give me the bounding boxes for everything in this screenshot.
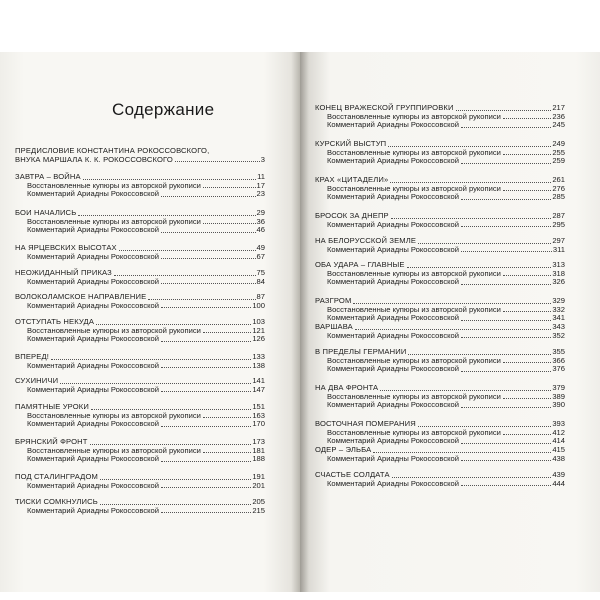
toc-entry-title: Комментарий Ариадны Рокоссовской [27, 505, 159, 515]
toc-entry [15, 293, 265, 310]
toc-entry-title: СЧАСТЬЕ СОЛДАТА [315, 470, 390, 479]
toc-entry-title: Комментарий Ариадны Рокоссовской [27, 384, 159, 394]
toc-entry [315, 212, 565, 229]
dot-leader [503, 275, 551, 276]
toc-page-number: 295 [552, 219, 565, 229]
toc-entry-title: Восстановленные купюры из авторской рукописи [27, 180, 201, 190]
toc-page-number: 379 [552, 383, 565, 392]
toc-entry [15, 173, 265, 199]
toc-entry-title: ПРЕДИСЛОВИЕ КОНСТАНТИНА РОКОССОВСКОГО, [15, 146, 210, 155]
dot-leader [203, 223, 256, 224]
toc-entry-title: Восстановленные купюры из авторской рукописи [327, 391, 501, 401]
dot-leader [78, 215, 255, 216]
dot-leader [461, 163, 551, 164]
toc-entry-title: ЗАВТРА – ВОЙНА [15, 172, 81, 181]
toc-page-number: 181 [252, 445, 265, 455]
dot-leader [203, 332, 251, 333]
toc-page-number: 311 [552, 244, 565, 254]
dot-leader [161, 367, 251, 368]
toc-subentry [315, 332, 565, 341]
toc-page-number: 49 [256, 243, 265, 252]
toc-subentry [15, 482, 265, 491]
toc-page-number: 245 [552, 120, 565, 130]
toc-entry-title: Комментарий Ариадны Рокоссовской [327, 330, 459, 340]
dot-leader [100, 479, 251, 480]
toc-subentry [315, 401, 565, 410]
toc-entry-title: Комментарий Ариадны Рокоссовской [27, 225, 159, 235]
dot-leader [461, 443, 551, 444]
toc-page-number: 205 [252, 497, 265, 506]
dot-leader [114, 275, 256, 276]
toc-entry-title: ОБА УДАРА – ГЛАВНЫЕ [315, 260, 405, 269]
toc-entry-title: КРАХ «ЦИТАДЕЛИ» [315, 175, 389, 184]
toc-entry-title: ПАМЯТНЫЕ УРОКИ [15, 402, 89, 411]
dot-leader [161, 391, 251, 392]
toc-entry [315, 261, 565, 287]
dot-leader [461, 284, 551, 285]
dot-leader [161, 307, 251, 308]
toc-entry-title: НЕОЖИДАННЫЙ ПРИКАЗ [15, 268, 112, 277]
toc-page-number: 191 [252, 472, 265, 481]
dot-leader [90, 444, 252, 445]
dot-leader [503, 362, 551, 363]
toc-page-number: 147 [252, 384, 265, 394]
toc-page-number: 276 [552, 183, 565, 193]
toc-entry-title: Восстановленные купюры из авторской рукописи [27, 445, 201, 455]
toc-entry-title: НА БЕЛОРУССКОЙ ЗЕМЛЕ [315, 236, 417, 245]
toc-entry [15, 353, 265, 370]
toc-entry [15, 318, 265, 344]
toc-entry-title: НА ДВА ФРОНТА [315, 383, 379, 392]
toc-entry-title: Комментарий Ариадны Рокоссовской [27, 360, 159, 370]
toc-entry [315, 471, 565, 488]
toc-subentry [315, 246, 565, 255]
toc-entry [15, 269, 265, 286]
toc-entry-title: Комментарий Ариадны Рокоссовской [327, 120, 459, 130]
toc-page-number: 438 [552, 453, 565, 463]
toc-entry-title: Комментарий Ариадны Рокоссовской [27, 480, 159, 490]
dot-leader [100, 504, 251, 505]
toc-entry-title: Комментарий Ариадны Рокоссовской [27, 276, 159, 286]
toc-entry-title: КОНЕЦ ВРАЖЕСКОЙ ГРУППИРОВКИ [315, 103, 454, 112]
toc-entry [15, 473, 265, 490]
toc-page-number: 326 [552, 277, 565, 287]
toc-subentry [315, 455, 565, 464]
toc-page-number: 444 [552, 478, 565, 488]
toc-page-number: 151 [252, 402, 265, 411]
dot-leader [418, 426, 551, 427]
toc-entry-title: ВАРШАВА [315, 322, 353, 331]
dot-leader [390, 182, 551, 183]
dot-leader [175, 161, 260, 162]
toc-entry-title: КУРСКИЙ ВЫСТУП [315, 139, 387, 148]
toc-entry [15, 498, 265, 515]
toc-entry [15, 147, 265, 164]
dot-leader [407, 267, 552, 268]
toc-page-number: 3 [260, 154, 265, 164]
toc-page-number: 439 [552, 470, 565, 479]
toc-subentry [15, 362, 265, 371]
toc-page-number: 100 [252, 300, 265, 310]
toc-subentry [315, 365, 565, 374]
toc-subentry [315, 221, 565, 230]
dot-leader [203, 417, 251, 418]
toc-page-number: 285 [552, 192, 565, 202]
dot-leader [161, 461, 251, 462]
dot-leader [119, 250, 256, 251]
toc-subentry [15, 226, 265, 235]
dot-leader [461, 251, 552, 252]
toc-subentry [315, 480, 565, 489]
toc-entry-title: ОТСТУПАТЬ НЕКУДА [15, 317, 95, 326]
dot-leader [161, 232, 256, 233]
dot-leader [503, 154, 551, 155]
toc-entry-title: В ПРЕДЕЛЫ ГЕРМАНИИ [315, 347, 407, 356]
dot-leader [161, 258, 256, 259]
toc-entry-title: Комментарий Ариадны Рокоссовской [27, 251, 159, 261]
toc-entry-title: НА ЯРЦЕВСКИХ ВЫСОТАХ [15, 243, 117, 252]
dot-leader [83, 179, 256, 180]
toc-page-number: 17 [256, 180, 265, 190]
toc-entry [315, 237, 565, 254]
dot-leader [456, 110, 552, 111]
toc-entry [315, 384, 565, 410]
toc-subentry [315, 193, 565, 202]
toc-subentry [315, 278, 565, 287]
dot-leader [60, 383, 251, 384]
toc-entry-title: БРОСОК ЗА ДНЕПР [315, 211, 389, 220]
toc-entry-title: Восстановленные купюры из авторской рукописи [327, 355, 501, 365]
toc-page-number: 415 [552, 445, 565, 454]
toc-page-number: 261 [552, 175, 565, 184]
toc-page-number: 389 [552, 391, 565, 401]
toc-page-number: 67 [256, 251, 265, 261]
toc-page-number: 343 [552, 322, 565, 331]
toc-entry-title: Комментарий Ариадны Рокоссовской [327, 277, 459, 287]
dot-leader [51, 359, 251, 360]
toc-entry [315, 176, 565, 202]
dot-leader [408, 354, 551, 355]
toc-entry-title: Восстановленные купюры из авторской рукописи [27, 325, 201, 335]
toc-page-number: 201 [252, 480, 265, 490]
toc-entry [315, 140, 565, 166]
toc-entry-title: ВОЛОКОЛАМСКОЕ НАПРАВЛЕНИЕ [15, 292, 147, 301]
dot-leader [373, 452, 551, 453]
toc-entry [315, 104, 565, 130]
dot-leader [355, 329, 551, 330]
toc-entry-title: Комментарий Ариадны Рокоссовской [327, 219, 459, 229]
dot-leader [161, 341, 251, 342]
toc-entry [15, 244, 265, 261]
toc-page-number: 332 [552, 304, 565, 314]
toc-entry-title: Восстановленные купюры из авторской рукописи [27, 410, 201, 420]
toc-subentry [15, 335, 265, 344]
dot-leader [380, 390, 551, 391]
dot-leader [461, 407, 551, 408]
toc-page-number: 36 [256, 216, 265, 226]
dot-leader [461, 485, 551, 486]
toc-page-number: 23 [256, 189, 265, 199]
dot-leader [392, 477, 552, 478]
dot-leader [353, 303, 551, 304]
dot-leader [503, 434, 551, 435]
toc-page-number: 236 [552, 111, 565, 121]
toc-entry [15, 403, 265, 429]
toc-page-number: 390 [552, 400, 565, 410]
toc-entry-title: СУХИНИЧИ [15, 376, 59, 385]
dot-leader [388, 146, 551, 147]
toc-page-number: 352 [552, 330, 565, 340]
toc-subentry [15, 386, 265, 395]
toc-entry-title: Восстановленные купюры из авторской рукописи [327, 427, 501, 437]
toc-entry-title: Комментарий Ариадны Рокоссовской [27, 334, 159, 344]
toc-entry-title: ВНУКА МАРШАЛА К. К. РОКОССОВСКОГО [15, 154, 173, 164]
toc-page-number: 355 [552, 347, 565, 356]
toc-entry-title: Восстановленные купюры из авторской рукописи [27, 216, 201, 226]
toc-subentry [15, 507, 265, 516]
toc-entry-title: БОИ НАЧАЛИСЬ [15, 208, 77, 217]
dot-leader [161, 512, 251, 513]
toc-entry-title: Комментарий Ариадны Рокоссовской [327, 244, 459, 254]
dot-leader [391, 218, 552, 219]
toc-page-number: 259 [552, 156, 565, 166]
toc-page-number: 329 [552, 296, 565, 305]
toc-entry [15, 377, 265, 394]
toc-entry [315, 446, 565, 463]
toc-entry-title: РАЗГРОМ [315, 296, 352, 305]
toc-page-number: 393 [552, 419, 565, 428]
dot-leader [161, 487, 251, 488]
dot-leader [461, 226, 551, 227]
toc-subentry [315, 121, 565, 130]
toc-entry [315, 323, 565, 340]
dot-leader [203, 452, 251, 453]
toc-page-number: 414 [552, 436, 565, 446]
toc-entry-title: Комментарий Ариадны Рокоссовской [327, 364, 459, 374]
toc-entry [315, 297, 565, 323]
toc-entry-title: Комментарий Ариадны Рокоссовской [27, 189, 159, 199]
toc-entry-title: Комментарий Ариадны Рокоссовской [327, 436, 459, 446]
toc-entry-title: ОДЕР – ЭЛЬБА [315, 445, 372, 454]
toc-page-number: 217 [552, 103, 565, 112]
dot-leader [503, 118, 551, 119]
toc-entry-title: Восстановленные купюры из авторской рукописи [327, 304, 501, 314]
toc-subentry [15, 455, 265, 464]
toc-page-number: 170 [252, 419, 265, 429]
toc-entry-title: Комментарий Ариадны Рокоссовской [27, 454, 159, 464]
dot-leader [461, 199, 551, 200]
toc-page-number: 126 [252, 334, 265, 344]
toc-page-number: 287 [552, 211, 565, 220]
toc-entry-title: ПОД СТАЛИНГРАДОМ [15, 472, 98, 481]
page-title: Содержание [112, 100, 215, 119]
toc-page-number: 75 [256, 268, 265, 277]
toc-page-number: 84 [256, 276, 265, 286]
toc-subentry [15, 253, 265, 262]
dot-leader [161, 283, 256, 284]
toc-entry-title: Комментарий Ариадны Рокоссовской [327, 313, 459, 323]
toc-page-number: 341 [552, 313, 565, 323]
dot-leader [418, 243, 551, 244]
toc-page-number: 313 [552, 260, 565, 269]
dot-leader [203, 187, 256, 188]
dot-leader [461, 460, 551, 461]
toc-page-number: 255 [552, 147, 565, 157]
toc-entry-title: ВОСТОЧНАЯ ПОМЕРАНИЯ [315, 419, 416, 428]
toc-page-number: 318 [552, 268, 565, 278]
dot-leader [161, 426, 251, 427]
dot-leader [503, 398, 551, 399]
dot-leader [503, 311, 551, 312]
toc-subentry [15, 420, 265, 429]
toc-page-number: 188 [252, 454, 265, 464]
toc-page-number: 163 [252, 410, 265, 420]
toc-page-number: 366 [552, 355, 565, 365]
dot-leader [161, 196, 256, 197]
toc-page-number: 121 [252, 325, 265, 335]
toc-page-number: 87 [256, 292, 265, 301]
dot-leader [503, 190, 551, 191]
toc-entry [315, 348, 565, 374]
toc-page-number: 412 [552, 427, 565, 437]
toc-page-number: 376 [552, 364, 565, 374]
toc-entry-title: Комментарий Ариадны Рокоссовской [327, 400, 459, 410]
toc-entry-title: Комментарий Ариадны Рокоссовской [327, 478, 459, 488]
toc-page-number: 297 [552, 236, 565, 245]
toc-entry [15, 438, 265, 464]
toc-entry-title: Комментарий Ариадны Рокоссовской [327, 453, 459, 463]
toc-page-number: 29 [256, 208, 265, 217]
dot-leader [96, 324, 251, 325]
toc-subentry [15, 278, 265, 287]
toc-entry-title: ВПЕРЕД! [15, 352, 50, 361]
toc-subentry [15, 302, 265, 311]
toc-page-number: 138 [252, 360, 265, 370]
toc-entry-title: Комментарий Ариадны Рокоссовской [327, 156, 459, 166]
toc-entry-title: Восстановленные купюры из авторской рукописи [327, 111, 501, 121]
toc-page-number: 133 [252, 352, 265, 361]
toc-entry-title: ТИСКИ СОМКНУЛИСЬ [15, 497, 98, 506]
toc-entry-title: Восстановленные купюры из авторской рукописи [327, 183, 501, 193]
toc-page-number: 46 [256, 225, 265, 235]
toc-entry-title: Восстановленные купюры из авторской рукописи [327, 268, 501, 278]
toc-subentry [315, 157, 565, 166]
dot-leader [461, 371, 551, 372]
toc-entry-title: БРЯНСКИЙ ФРОНТ [15, 437, 88, 446]
toc-page-number: 215 [252, 505, 265, 515]
toc-entry [315, 420, 565, 446]
toc-entry-title: Восстановленные купюры из авторской рукописи [327, 147, 501, 157]
toc-page-number: 173 [252, 437, 265, 446]
toc-chapter [15, 156, 265, 165]
toc-entry [15, 209, 265, 235]
toc-page-number: 141 [252, 376, 265, 385]
toc-page-number: 103 [252, 317, 265, 326]
toc-entry-title: Комментарий Ариадны Рокоссовской [27, 300, 159, 310]
dot-leader [461, 127, 551, 128]
toc-page-number: 249 [552, 139, 565, 148]
toc-entry-title: Комментарий Ариадны Рокоссовской [327, 192, 459, 202]
toc-entry-title: Комментарий Ариадны Рокоссовской [27, 419, 159, 429]
dot-leader [461, 320, 551, 321]
toc-page-number: 11 [257, 172, 265, 181]
toc-subentry [15, 190, 265, 199]
dot-leader [461, 337, 551, 338]
dot-leader [91, 409, 251, 410]
dot-leader [148, 299, 255, 300]
